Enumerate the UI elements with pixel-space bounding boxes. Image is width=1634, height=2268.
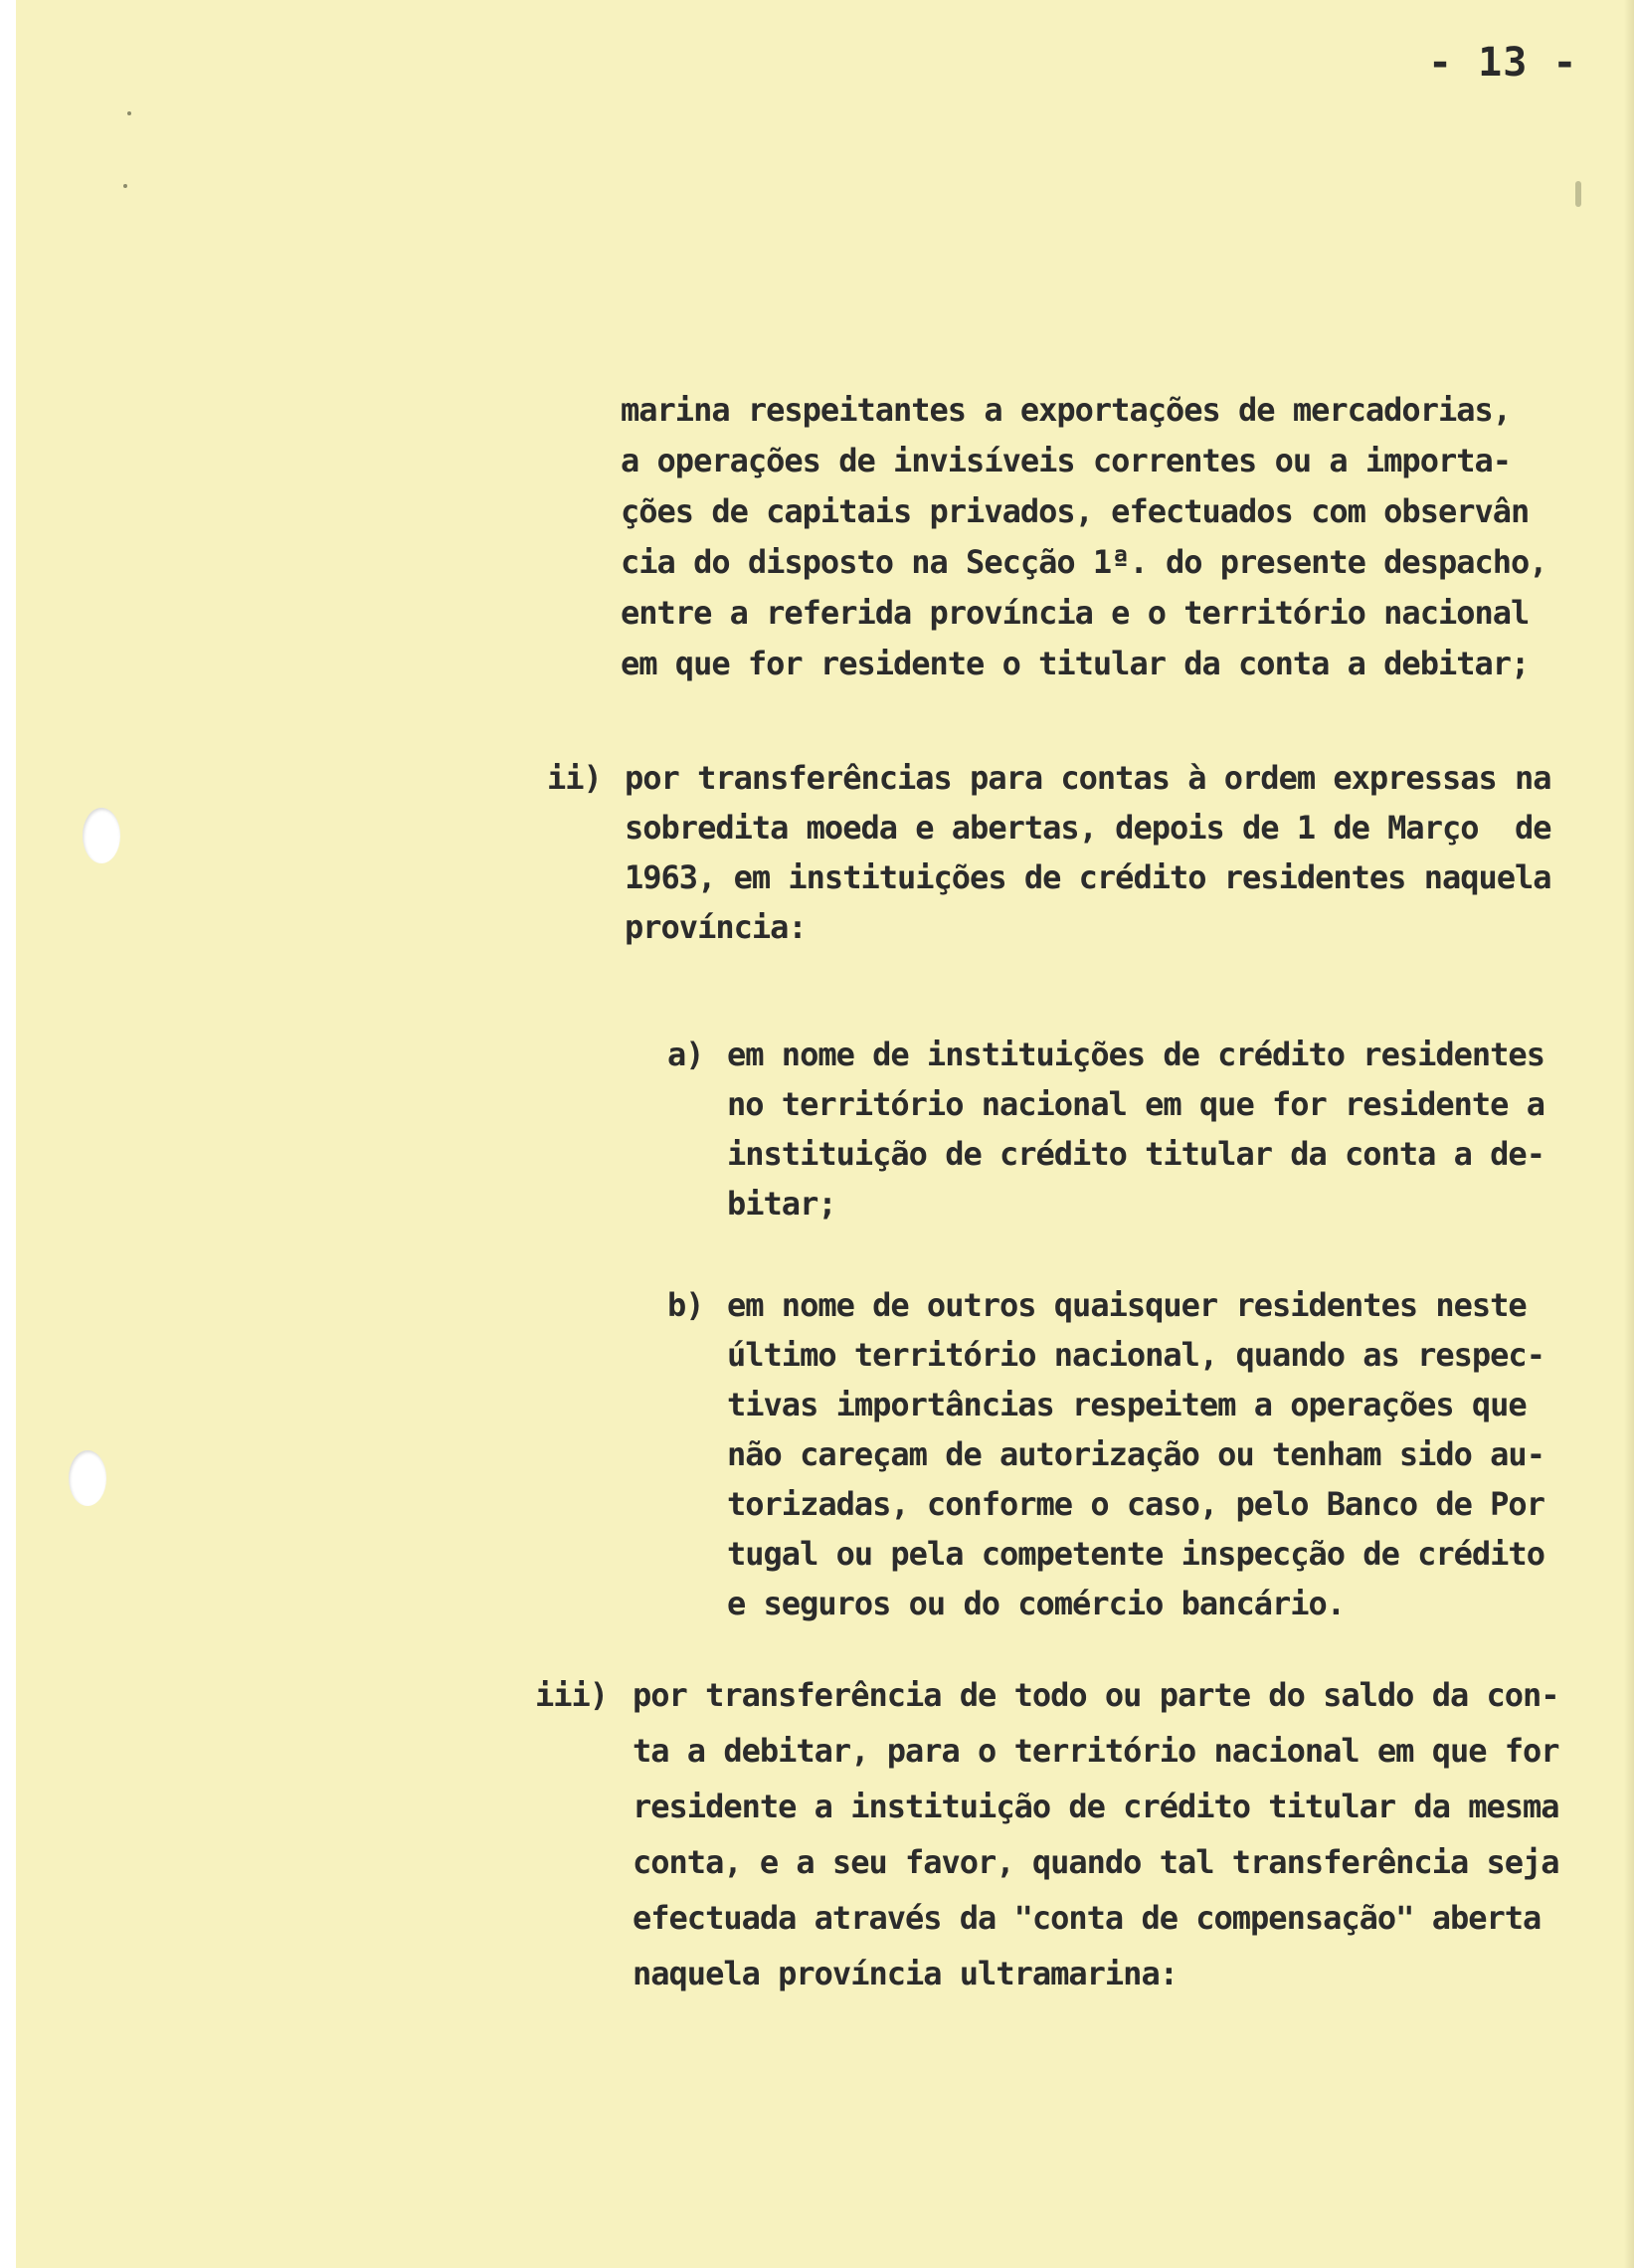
item-b-line: tivas importâncias respeitem a operações que	[727, 1386, 1527, 1423]
item-iii-label: iii)	[535, 1676, 609, 1714]
item-a-line: em nome de instituições de crédito residentes	[727, 1036, 1544, 1073]
item-b-line: e seguros ou do comércio bancário.	[727, 1585, 1346, 1622]
item-ii-label: ii)	[547, 759, 602, 797]
item-b-line: em nome de outros quaisquer residentes neste	[727, 1286, 1527, 1324]
page-number: - 13 -	[1428, 40, 1578, 86]
item-ii-line: sobredita moeda e abertas, depois de 1 de Março de	[625, 809, 1551, 847]
item-b-line: último território nacional, quando as respec-	[727, 1336, 1544, 1374]
item-b-line: tugal ou pela competente inspecção de crédito	[727, 1535, 1544, 1573]
item-iii-line: conta, e a seu favor, quando tal transferência seja	[633, 1843, 1559, 1881]
paper-speck	[127, 111, 131, 115]
item-b-line: não careçam de autorização ou tenham sido au-	[727, 1435, 1544, 1473]
item-ii-line: 1963, em instituições de crédito residentes naquela	[625, 858, 1551, 896]
body-line: entre a referida província e o território nacional	[621, 594, 1530, 632]
item-ii-line: por transferências para contas à ordem expressas na	[625, 759, 1551, 797]
item-ii-line: província:	[625, 908, 807, 946]
item-iii-line: residente a instituição de crédito titular da mesma	[633, 1788, 1559, 1825]
item-iii-line: naquela província ultramarina:	[633, 1955, 1178, 1992]
punch-hole-top	[83, 808, 120, 863]
body-line: marina respeitantes a exportações de mercadorias,	[621, 391, 1512, 429]
body-line: em que for residente o titular da conta a debitar;	[621, 645, 1530, 682]
body-line: ções de capitais privados, efectuados com observân	[621, 492, 1530, 530]
page-edge-shadow	[1624, 0, 1634, 2268]
item-a-line: no território nacional em que for residente a	[727, 1085, 1544, 1123]
body-line: a operações de invisíveis correntes ou a importa-	[621, 442, 1512, 479]
item-a-line: bitar;	[727, 1185, 836, 1223]
punch-hole-bottom	[69, 1450, 106, 1506]
item-b-line: torizadas, conforme o caso, pelo Banco de Por	[727, 1485, 1544, 1523]
item-b-label: b)	[667, 1286, 704, 1324]
item-a-line: instituição de crédito titular da conta a de-	[727, 1135, 1544, 1173]
paper-speck	[123, 184, 127, 188]
item-iii-line: por transferência de todo ou parte do saldo da con-	[633, 1676, 1559, 1714]
item-iii-line: efectuada através da "conta de compensação" aberta	[633, 1899, 1542, 1937]
item-a-label: a)	[667, 1036, 704, 1073]
item-iii-line: ta a debitar, para o território nacional em que for	[633, 1732, 1559, 1770]
body-line: cia do disposto na Secção 1ª. do presente despacho,	[621, 543, 1547, 581]
paper-speck	[1575, 181, 1581, 207]
